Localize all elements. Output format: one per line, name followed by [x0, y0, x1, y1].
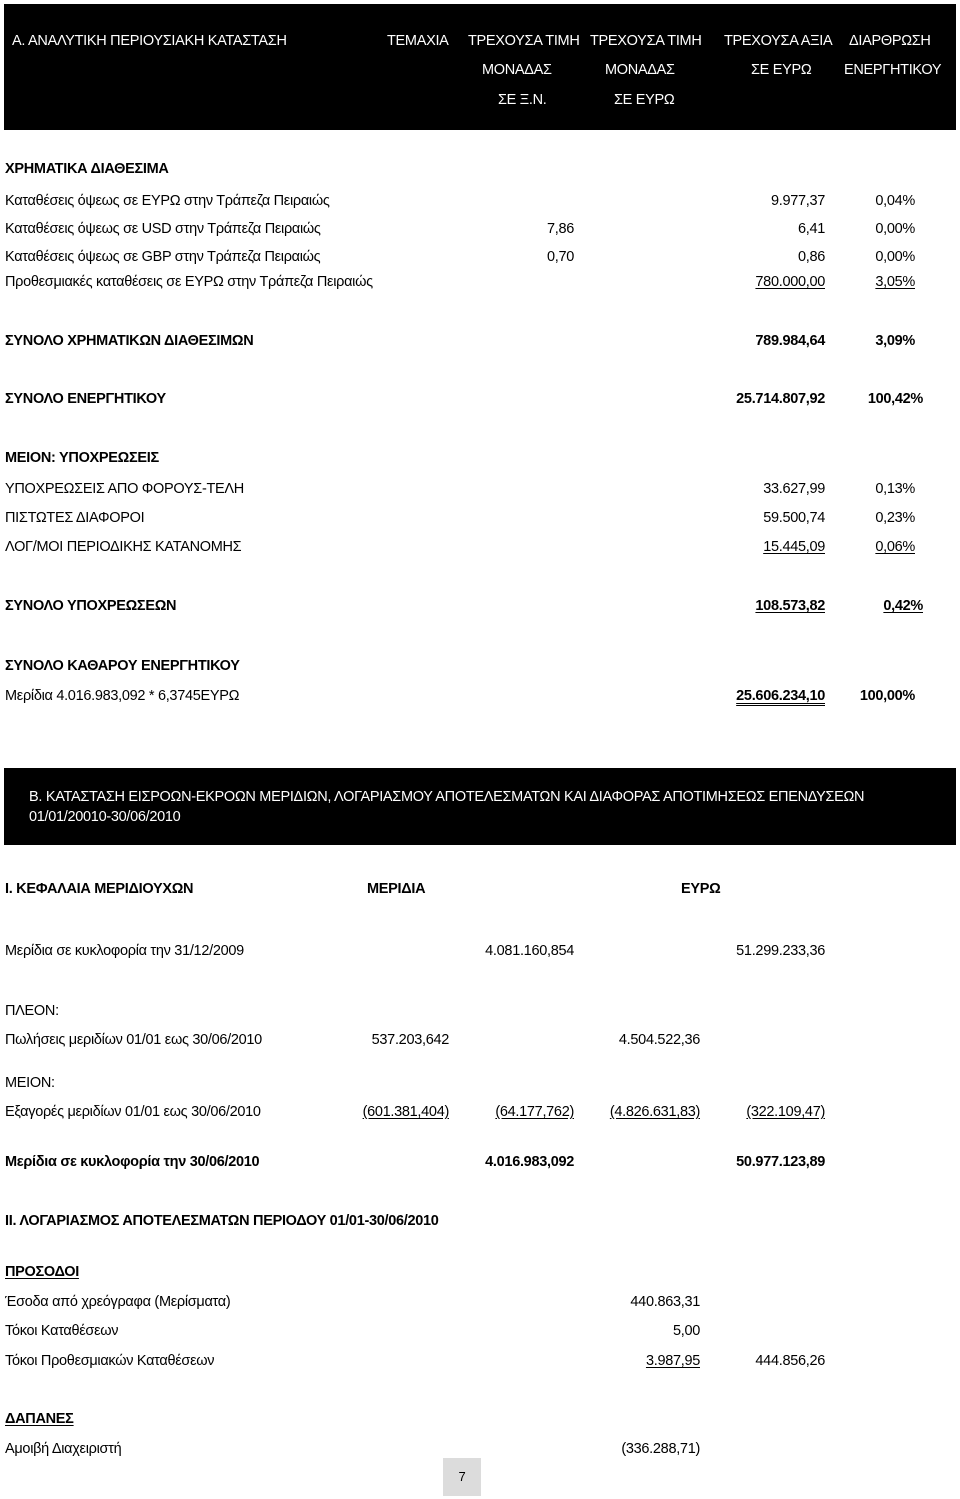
- redemptions-units-value: [329, 1103, 449, 1121]
- liability-row-value: [705, 538, 825, 556]
- col-header-price-fx-1: ΤΡΕΧΟΥΣΑ ΤΙΜΗ: [468, 33, 580, 49]
- closing-eur-value: 50.977.123,89: [736, 1154, 825, 1170]
- liabilities-heading: ΜΕΙΟΝ: ΥΠΟΧΡΕΩΣΕΙΣ: [5, 450, 159, 466]
- expenses-heading: [5, 1410, 74, 1428]
- cash-row-pct: [835, 273, 915, 291]
- sales-units-value: 537.203,642: [371, 1032, 449, 1048]
- liability-row-value-text: 15.445,09: [763, 539, 825, 555]
- cash-row-value: 9.977,37: [770, 193, 825, 209]
- income-row-value: 440.863,31: [630, 1294, 700, 1310]
- total-liabilities-pct: [835, 597, 923, 615]
- total-liabilities-value: [705, 597, 825, 615]
- liability-row-pct: 0,23%: [875, 510, 915, 526]
- net-assets-value: [705, 687, 825, 705]
- col-header-price-fx-3: ΣΕ Ξ.Ν.: [498, 92, 547, 108]
- cash-row-pct: 0,04%: [875, 193, 915, 209]
- col-header-price-fx-2: ΜΟΝΑΔΑΣ: [482, 62, 552, 78]
- redemptions-eur-value: [575, 1103, 700, 1121]
- col-header-price-eur-2: ΜΟΝΑΔΑΣ: [605, 62, 675, 78]
- col-header-price-eur-1: ΤΡΕΧΟΥΣΑ ΤΙΜΗ: [590, 33, 702, 49]
- cash-row-label: Καταθέσεις όψεως σε ΕΥΡΩ στην Τράπεζα Πειραιώς: [5, 193, 330, 209]
- page-number: 7: [443, 1458, 481, 1496]
- section-b-period: 01/01/20010-30/06/2010: [29, 809, 181, 825]
- redemptions-units-net-text: (64.177,762): [495, 1104, 574, 1120]
- expense-row-label: Αμοιβή Διαχειριστή: [5, 1441, 122, 1457]
- results-heading: ΙΙ. ΛΟΓΑΡΙΑΣΜΟΣ ΑΠΟΤΕΛΕΣΜΑΤΩΝ ΠΕΡΙΟΔΟΥ 01/01-30/06/2010: [5, 1213, 439, 1229]
- col-header-value-2: ΣΕ ΕΥΡΩ: [751, 62, 812, 78]
- sales-eur-value: 4.504.522,36: [618, 1032, 700, 1048]
- liability-row-label: ΛΟΓ/ΜΟΙ ΠΕΡΙΟΔΙΚΗΣ ΚΑΤΑΝΟΜΗΣ: [5, 539, 242, 555]
- cash-row-price-fx: 0,70: [546, 249, 574, 265]
- income-row-value-text: 3.987,95: [645, 1353, 700, 1369]
- capital-col-eur: ΕΥΡΩ: [681, 881, 721, 897]
- cash-row-pct: 0,00%: [875, 221, 915, 237]
- cash-row-value: 6,41: [797, 221, 825, 237]
- net-assets-label: ΣΥΝΟΛΟ ΚΑΘΑΡΟΥ ΕΝΕΡΓΗΤΙΚΟΥ: [5, 658, 240, 674]
- redemptions-units-net: [454, 1103, 574, 1121]
- cash-row-price-fx: 7,86: [546, 221, 574, 237]
- cash-row-label: Προθεσμιακές καταθέσεις σε ΕΥΡΩ στην Τράπεζα Πειραιώς: [5, 274, 373, 290]
- redemptions-eur-net: [700, 1103, 825, 1121]
- opening-eur-value: 51.299.233,36: [736, 943, 825, 959]
- total-assets-pct: 100,42%: [867, 391, 923, 407]
- cash-row-pct: 0,00%: [875, 249, 915, 265]
- liability-row-pct-text: 0,06%: [875, 539, 915, 555]
- col-header-price-eur-3: ΣΕ ΕΥΡΩ: [614, 92, 675, 108]
- cash-row-value: 0,86: [797, 249, 825, 265]
- opening-units-label: Μερίδια σε κυκλοφορία την 31/12/2009: [5, 943, 244, 959]
- income-heading: [5, 1263, 79, 1281]
- total-liabilities-value-text: 108.573,82: [755, 598, 825, 614]
- income-heading-text: ΠΡΟΣΟΔΟΙ: [5, 1264, 79, 1280]
- liability-row-value: 59.500,74: [763, 510, 825, 526]
- section-a-title: Α. ΑΝΑΛΥΤΙΚΗ ΠΕΡΙΟΥΣΙΑΚΗ ΚΑΤΑΣΤΑΣΗ: [12, 33, 287, 49]
- liability-row-pct: [835, 538, 915, 556]
- total-cash-value: 789.984,64: [755, 333, 825, 349]
- total-assets-value: 25.714.807,92: [736, 391, 825, 407]
- income-total-value: 444.856,26: [755, 1353, 825, 1369]
- net-assets-value-text: 25.606.234,10: [736, 688, 825, 704]
- col-header-value-1: ΤΡΕΧΟΥΣΑ ΑΞΙΑ: [724, 33, 833, 49]
- cash-row-label: Καταθέσεις όψεως σε USD στην Τράπεζα Πειραιώς: [5, 221, 321, 237]
- cash-heading: ΧΡΗΜΑΤΙΚΑ ΔΙΑΘΕΣΙΜΑ: [5, 161, 169, 177]
- opening-units-value: 4.081.160,854: [485, 943, 574, 959]
- redemptions-eur-net-text: (322.109,47): [746, 1104, 825, 1120]
- closing-units-label: Μερίδια σε κυκλοφορία την 30/06/2010: [5, 1154, 260, 1170]
- plus-label: ΠΛΕΟΝ:: [5, 1003, 59, 1019]
- income-row-label: Τόκοι Προθεσμιακών Καταθέσεων: [5, 1353, 215, 1369]
- net-assets-units: Μερίδια 4.016.983,092 * 6,3745ΕΥΡΩ: [5, 688, 240, 704]
- expenses-heading-text: ΔΑΠΑΝΕΣ: [5, 1411, 74, 1427]
- cash-row-value: [705, 273, 825, 291]
- total-cash-label: ΣΥΝΟΛΟ ΧΡΗΜΑΤΙΚΩΝ ΔΙΑΘΕΣΙΜΩΝ: [5, 333, 254, 349]
- liability-row-value: 33.627,99: [763, 481, 825, 497]
- cash-row-value-text: 780.000,00: [755, 274, 825, 290]
- liability-row-label: ΥΠΟΧΡΕΩΣΕΙΣ ΑΠΟ ΦΟΡΟΥΣ-ΤΕΛΗ: [5, 481, 244, 497]
- cash-row-pct-text: 3,05%: [875, 274, 915, 290]
- cash-row-label: Καταθέσεις όψεως σε GBP στην Τράπεζα Πειραιώς: [5, 249, 321, 265]
- total-liabilities-pct-text: 0,42%: [883, 598, 923, 614]
- income-row-value: 5,00: [672, 1323, 700, 1339]
- section-b-header: [4, 768, 956, 845]
- capital-heading: Ι. ΚΕΦΑΛΑΙΑ ΜΕΡΙΔΙΟΥΧΩΝ: [5, 881, 194, 897]
- total-cash-pct: 3,09%: [875, 333, 915, 349]
- closing-units-value: 4.016.983,092: [485, 1154, 574, 1170]
- redemptions-units-text: (601.381,404): [362, 1104, 449, 1120]
- total-assets-label: ΣΥΝΟΛΟ ΕΝΕΡΓΗΤΙΚΟΥ: [5, 391, 166, 407]
- income-row-value: [580, 1352, 700, 1370]
- minus-label: ΜΕΙΟΝ:: [5, 1075, 55, 1091]
- col-header-weight-2: ΕΝΕΡΓΗΤΙΚΟΥ: [844, 62, 942, 78]
- section-b-title: Β. ΚΑΤΑΣΤΑΣΗ ΕΙΣΡΟΩΝ-ΕΚΡΟΩΝ ΜΕΡΙΔΙΩΝ, ΛΟΓΑΡΙΑΣΜΟΥ ΑΠΟΤΕΛΕΣΜΑΤΩΝ ΚΑΙ ΔΙΑΦΟΡΑΣ ΑΠΟΤΙΜΗΣΕΩΣ ΕΠΕΝΔΥΣΕΩΝ: [29, 789, 865, 805]
- net-assets-pct: 100,00%: [859, 688, 915, 704]
- col-header-weight-1: ΔΙΑΡΘΡΩΣΗ: [849, 33, 931, 49]
- income-row-label: Έσοδα από χρεόγραφα (Μερίσματα): [5, 1294, 231, 1310]
- total-liabilities-label: ΣΥΝΟΛΟ ΥΠΟΧΡΕΩΣΕΩΝ: [5, 598, 177, 614]
- capital-col-units: ΜΕΡΙΔΙΑ: [367, 881, 426, 897]
- sales-label: Πωλήσεις μεριδίων 01/01 εως 30/06/2010: [5, 1032, 262, 1048]
- redemptions-label: Εξαγορές μεριδίων 01/01 εως 30/06/2010: [5, 1104, 261, 1120]
- liability-row-pct: 0,13%: [875, 481, 915, 497]
- section-a-header: [4, 4, 956, 130]
- expense-row-value: (336.288,71): [621, 1441, 700, 1457]
- col-header-units: ΤΕΜΑΧΙΑ: [387, 33, 449, 49]
- redemptions-eur-text: (4.826.631,83): [609, 1104, 700, 1120]
- income-row-label: Τόκοι Καταθέσεων: [5, 1323, 119, 1339]
- liability-row-label: ΠΙΣΤΩΤΕΣ ΔΙΑΦΟΡΟΙ: [5, 510, 145, 526]
